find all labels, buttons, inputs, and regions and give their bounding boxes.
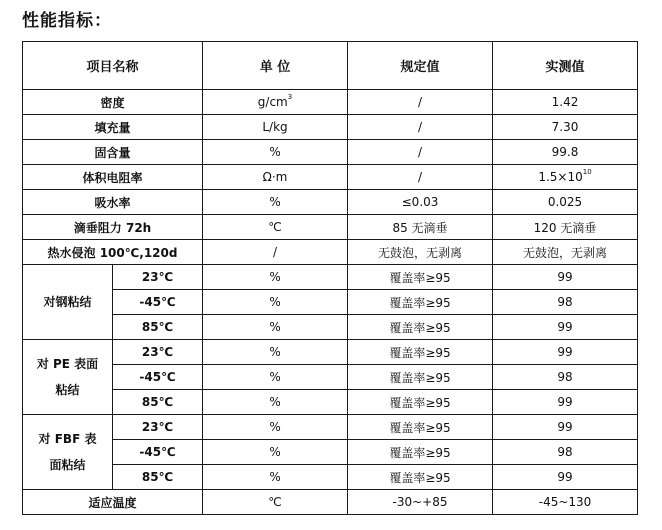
row-unit: % [203, 190, 348, 215]
row-temp: -45℃ [113, 440, 203, 465]
table-header-row [23, 42, 638, 90]
row-item: 固含量 [23, 140, 203, 165]
table-row [23, 190, 638, 215]
row-spec: 85 无滴垂 [348, 215, 493, 240]
table-row [23, 490, 638, 515]
row-measured: 99 [493, 390, 638, 415]
row-unit: % [203, 390, 348, 415]
row-measured: 无鼓泡，无剥离 [493, 240, 638, 265]
page-title: 性能指标： [22, 11, 112, 31]
row-measured: 98 [493, 290, 638, 315]
row-measured: 0.025 [493, 190, 638, 215]
table-row [23, 90, 638, 115]
performance-spec-table [22, 41, 638, 515]
row-measured: 98 [493, 440, 638, 465]
row-measured: 98 [493, 365, 638, 390]
row-spec: 覆盖率≥95 [348, 315, 493, 340]
row-unit: ℃ [203, 215, 348, 240]
row-spec: / [348, 90, 493, 115]
header-spec-value: 规定值 [348, 42, 493, 90]
row-temp: 85℃ [113, 465, 203, 490]
row-item: 体积电阻率 [23, 165, 203, 190]
row-unit: % [203, 465, 348, 490]
table-row [23, 465, 638, 490]
row-unit: % [203, 315, 348, 340]
row-unit: % [203, 140, 348, 165]
row-spec: 覆盖率≥95 [348, 290, 493, 315]
row-spec: ≤0.03 [348, 190, 493, 215]
table-row [23, 340, 638, 365]
row-unit: L/kg [203, 115, 348, 140]
row-measured: 99 [493, 265, 638, 290]
row-unit: $g/cm^3$ [203, 90, 348, 115]
group-label-steel: 对钢粘结 [23, 265, 113, 340]
row-temp: 85℃ [113, 390, 203, 415]
row-spec: 覆盖率≥95 [348, 390, 493, 415]
row-unit: % [203, 415, 348, 440]
row-temp: 23℃ [113, 415, 203, 440]
row-spec: / [348, 115, 493, 140]
row-spec: 覆盖率≥95 [348, 415, 493, 440]
table-row [23, 315, 638, 340]
row-spec: / [348, 140, 493, 165]
row-spec: -30~+85 [348, 490, 493, 515]
table-row [23, 215, 638, 240]
table-row [23, 140, 638, 165]
table-row [23, 240, 638, 265]
header-unit: 单 位 [203, 42, 348, 90]
row-measured: 99.8 [493, 140, 638, 165]
row-temp: 23℃ [113, 265, 203, 290]
row-measured: 99 [493, 465, 638, 490]
row-temp: 85℃ [113, 315, 203, 340]
row-unit: % [203, 440, 348, 465]
row-spec: 覆盖率≥95 [348, 340, 493, 365]
table-row [23, 390, 638, 415]
row-measured: 99 [493, 415, 638, 440]
group-label-pe: 对 PE 表面 粘结 [23, 340, 113, 415]
row-spec: 无鼓泡，无剥离 [348, 240, 493, 265]
row-item: 适应温度 [23, 490, 203, 515]
row-spec: 覆盖率≥95 [348, 440, 493, 465]
header-item-name: 项目名称 [23, 42, 203, 90]
table-row [23, 365, 638, 390]
row-measured: 120 无滴垂 [493, 215, 638, 240]
table-row [23, 440, 638, 465]
row-unit: Ω·m [203, 165, 348, 190]
row-spec: / [348, 165, 493, 190]
row-item: 密度 [23, 90, 203, 115]
row-item: 热水侵泡 100℃,120d [23, 240, 203, 265]
row-measured: -45~130 [493, 490, 638, 515]
row-unit: / [203, 240, 348, 265]
row-item: 填充量 [23, 115, 203, 140]
group-label-fbf: 对 FBF 表 面粘结 [23, 415, 113, 490]
table-row [23, 115, 638, 140]
row-temp: -45℃ [113, 365, 203, 390]
row-measured: 7.30 [493, 115, 638, 140]
row-measured: $1.5\times 10^{10}$ [493, 165, 638, 190]
row-item: 滴垂阻力 72h [23, 215, 203, 240]
table-row [23, 290, 638, 315]
table-row [23, 415, 638, 440]
row-spec: 覆盖率≥95 [348, 465, 493, 490]
table-row [23, 165, 638, 190]
row-spec: 覆盖率≥95 [348, 365, 493, 390]
row-unit: % [203, 365, 348, 390]
row-unit: % [203, 290, 348, 315]
row-unit: ℃ [203, 490, 348, 515]
row-measured: 1.42 [493, 90, 638, 115]
row-item: 吸水率 [23, 190, 203, 215]
row-spec: 覆盖率≥95 [348, 265, 493, 290]
row-temp: 23℃ [113, 340, 203, 365]
row-unit: % [203, 340, 348, 365]
header-measured-value: 实测值 [493, 42, 638, 90]
table-row [23, 265, 638, 290]
row-temp: -45℃ [113, 290, 203, 315]
row-unit: % [203, 265, 348, 290]
row-measured: 99 [493, 315, 638, 340]
row-measured: 99 [493, 340, 638, 365]
